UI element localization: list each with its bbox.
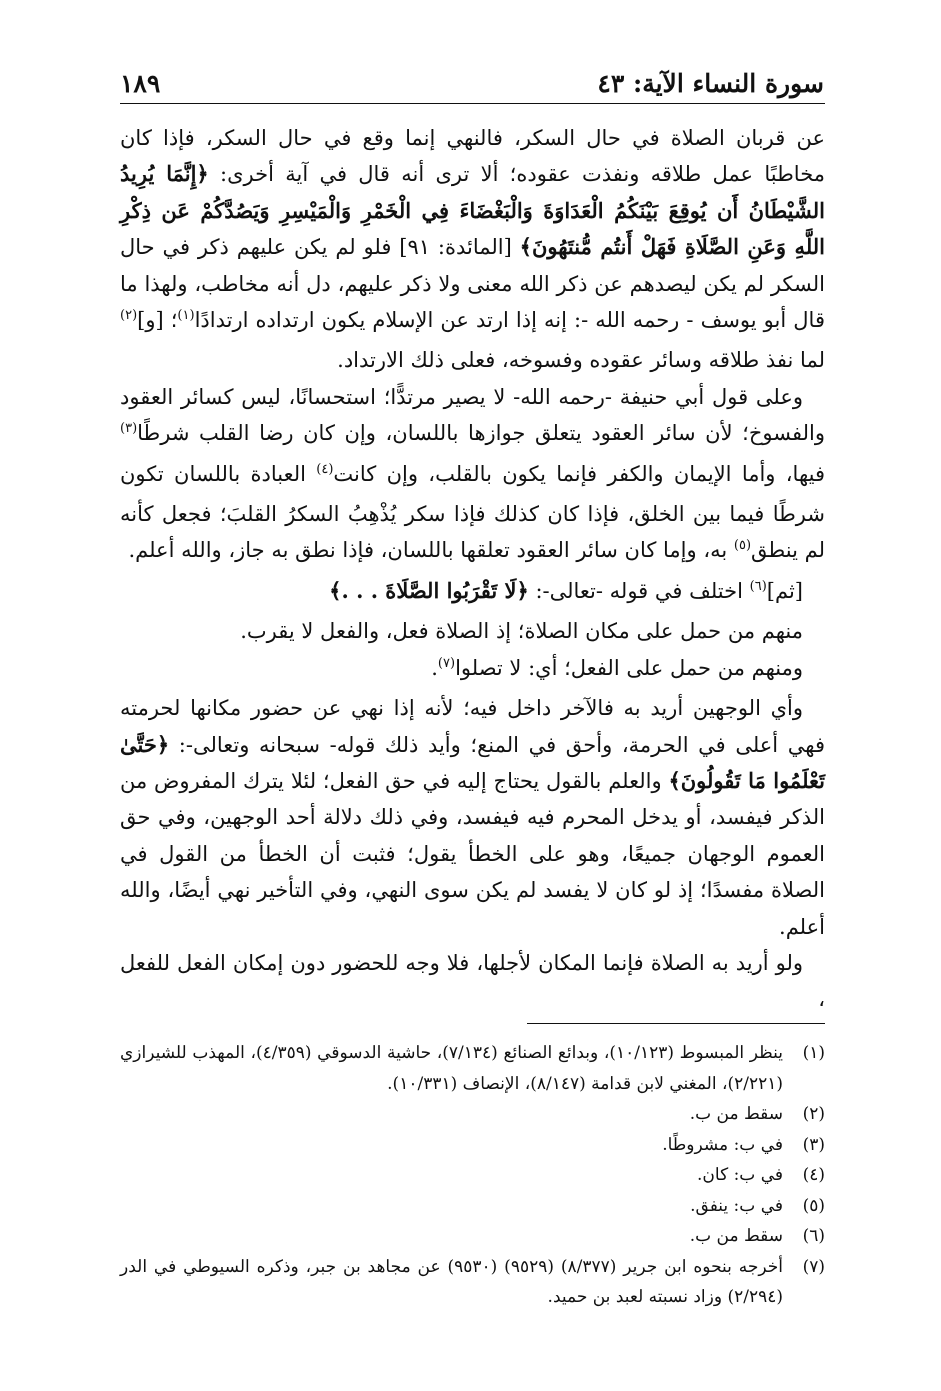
footnote-text: سقط من ب. — [689, 1226, 783, 1246]
footnote-item — [120, 1130, 825, 1161]
footnote-item — [120, 1099, 825, 1130]
quran-verse: ﴿لَا تَقْرَبُوا الصَّلَاةَ . . .﴾ — [329, 577, 529, 603]
footnote-number: (٧) — [802, 1256, 825, 1277]
paragraph: [ثم]$^{(٦)}$ اختلف في قوله -تعالى-: ﴿لَا تَقْرَبُوا الصَّلَاةَ . . .﴾ — [329, 577, 803, 603]
paragraph: وأي الوجهين أريد به فالآخر داخل فيه؛ لأنه إذا نهي عن حضور مكانها لحرمته فهي أعلى في الحرمة، وأحق في المنع؛ وأيد ذلك قوله- سبحانه وتعالى-: ﴿حَتَّىٰ تَعْلَمُوا مَا تَقُولُونَ﴾ والعلم بالقول يحتاج إليه في حق الفعل؛ لئلا يترك المفروض من الذكر فيفسد، أو يدخل المحرم فيه فيفسد، وفي ذلك دلالة أحد الوجهين، وفي حق العموم الوجهان جميعًا، وهو على الخطأ يقول؛ فثبت أن الخطأ من القول في الصلاة مفسدًا؛ إذ لو كان لا يفسد لم يكن سوى النهي، وفي التأخير نهي أيضًا، والله أعلم. — [120, 696, 826, 939]
footnote-item — [120, 1038, 825, 1099]
footnote-text: أخرجه بنحوه ابن جرير (٨/٣٧٧) (٩٥٢٩) (٩٥٣٠) عن مجاهد بن جبر، وذكره السيوطي في الدر (٢/٢٩٤) وزاد نسبته لعبد بن حميد. — [120, 1256, 784, 1307]
footnote-item — [120, 1221, 825, 1252]
footnote-text: في ب: مشروطًا. — [662, 1134, 783, 1155]
paragraph: منهم من حمل على مكان الصلاة؛ إذ الصلاة فعل، والفعل لا يقرب. — [240, 619, 803, 644]
footnote-text: سقط من ب. — [689, 1104, 783, 1124]
footnote-ref[interactable]: (٢) — [120, 308, 138, 324]
main-text — [120, 120, 825, 1018]
footnote-ref[interactable]: (٣) — [120, 421, 138, 437]
surah-title: سورة النساء الآية: ٤٣ — [597, 69, 824, 98]
footnote-ref[interactable]: (٤) — [316, 461, 334, 477]
footnote-rule — [527, 1023, 825, 1024]
running-header — [120, 58, 824, 98]
footnote-number: (٥) — [802, 1195, 825, 1216]
footnote-item — [120, 1191, 825, 1222]
footnote-text: في ب: ينفق. — [690, 1195, 783, 1216]
paragraph: وعلى قول أبي حنيفة -رحمه الله- لا يصير مرتدًّا؛ استحسانًا، ليس كسائر العقود والفسوخ؛ لأن سائر العقود يتعلق جوازها باللسان، وإن كان رضا القلب شرطًا$^{(٣)}$ فيها، وأما الإيمان والكفر فإنما يكون بالقلب، وإن كانت$^{(٤)}$ العبادة باللسان تكون شرطًا فيما بين الخلق، فإذا كان كذلك فإذا سكر يُذْهِبُ السكرُ القلبَ؛ فجعل كأنه لم ينطق$^{(٥)}$ به، وإما كان سائر العقود تعلقها باللسان، فإذا نطق به جاز، والله أعلم. — [120, 384, 825, 563]
footnote-number: (١) — [802, 1043, 825, 1063]
page-number: ١٨٩ — [120, 69, 161, 98]
footnote-ref[interactable]: (٥) — [733, 538, 752, 554]
footnotes — [120, 1038, 825, 1313]
footnote-item — [120, 1160, 825, 1191]
paragraph: ولو أريد به الصلاة فإنما المكان لأجلها، فلا وجه للحضور دون إمكان الفعل للفعل ، — [120, 950, 825, 1012]
footnote-text: ينظر المبسوط (١٠/١٢٣)، وبدائع الصنائع (٧/١٣٤)، حاشية الدسوقي (٤/٣٥٩)، المهذب للشيرازي (٢/٢٢١)، المغني لابن قدامة (٨/١٤٧)، الإنصاف (١٠/٣٣١). — [120, 1043, 783, 1094]
footnote-ref[interactable]: (٦) — [749, 578, 767, 594]
footnote-number: (٣) — [802, 1134, 825, 1155]
footnote-ref[interactable]: (١) — [177, 308, 195, 324]
quran-verse: ﴿حَتَّىٰ تَعْلَمُوا مَا تَقُولُونَ﴾ — [120, 731, 826, 793]
footnote-number: (٦) — [802, 1226, 825, 1246]
footnote-text: في ب: كان. — [697, 1165, 783, 1185]
footnote-item — [120, 1252, 825, 1313]
quran-verse: ﴿إِنَّمَا يُرِيدُ الشَّيْطَانُ أَن يُوقِعَ بَيْنَكُمُ الْعَدَاوَةَ وَالْبَغْضَاءَ فِي الْخَمْرِ وَالْمَيْسِرِ وَيَصُدَّكُمْ عَن ذِكْرِ اللَّهِ وَعَنِ الصَّلَاةِ فَهَلْ أَنتُم مُّنتَهُونَ﴾ — [120, 161, 826, 260]
paragraph: عن قربان الصلاة في حال السكر، فالنهي إنما وقع في حال السكر، فإذا كان مخاطبًا عمل طلاقه ونفذت عقوده؛ ألا ترى أنه قال في آية أخرى: ﴿إِنَّمَا يُرِيدُ الشَّيْطَانُ أَن يُوقِعَ بَيْنَكُمُ الْعَدَاوَةَ وَالْبَغْضَاءَ فِي الْخَمْرِ وَالْمَيْسِرِ وَيَصُدَّكُمْ عَن ذِكْرِ اللَّهِ وَعَنِ الصَّلَاةِ فَهَلْ أَنتُم مُّنتَهُونَ﴾ [المائدة: ٩١] فلو لم يكن عليهم ذكر في حال السكر لم يكن ليصدهم عن ذكر الله معنى ولا ذكر عليهم، دل أنه مخاطب، ولهذا ما قال أبو يوسف - رحمه الله -: إنه إذا ارتد عن الإسلام يكون ارتداده ارتدادًا$^{(١)}$؛ [و]$^{(٢)}$ لما نفذ طلاقه وسائر عقوده وفسوخه، فعلى ذلك الارتداد. — [120, 126, 826, 373]
footnote-number: (٢) — [802, 1104, 825, 1124]
footnote-number: (٤) — [802, 1165, 825, 1185]
header-rule — [120, 103, 825, 104]
paragraph: ومنهم من حمل على الفعل؛ أي: لا تصلوا$^{(٧)}$. — [431, 655, 803, 680]
footnote-ref[interactable]: (٧) — [437, 655, 456, 671]
